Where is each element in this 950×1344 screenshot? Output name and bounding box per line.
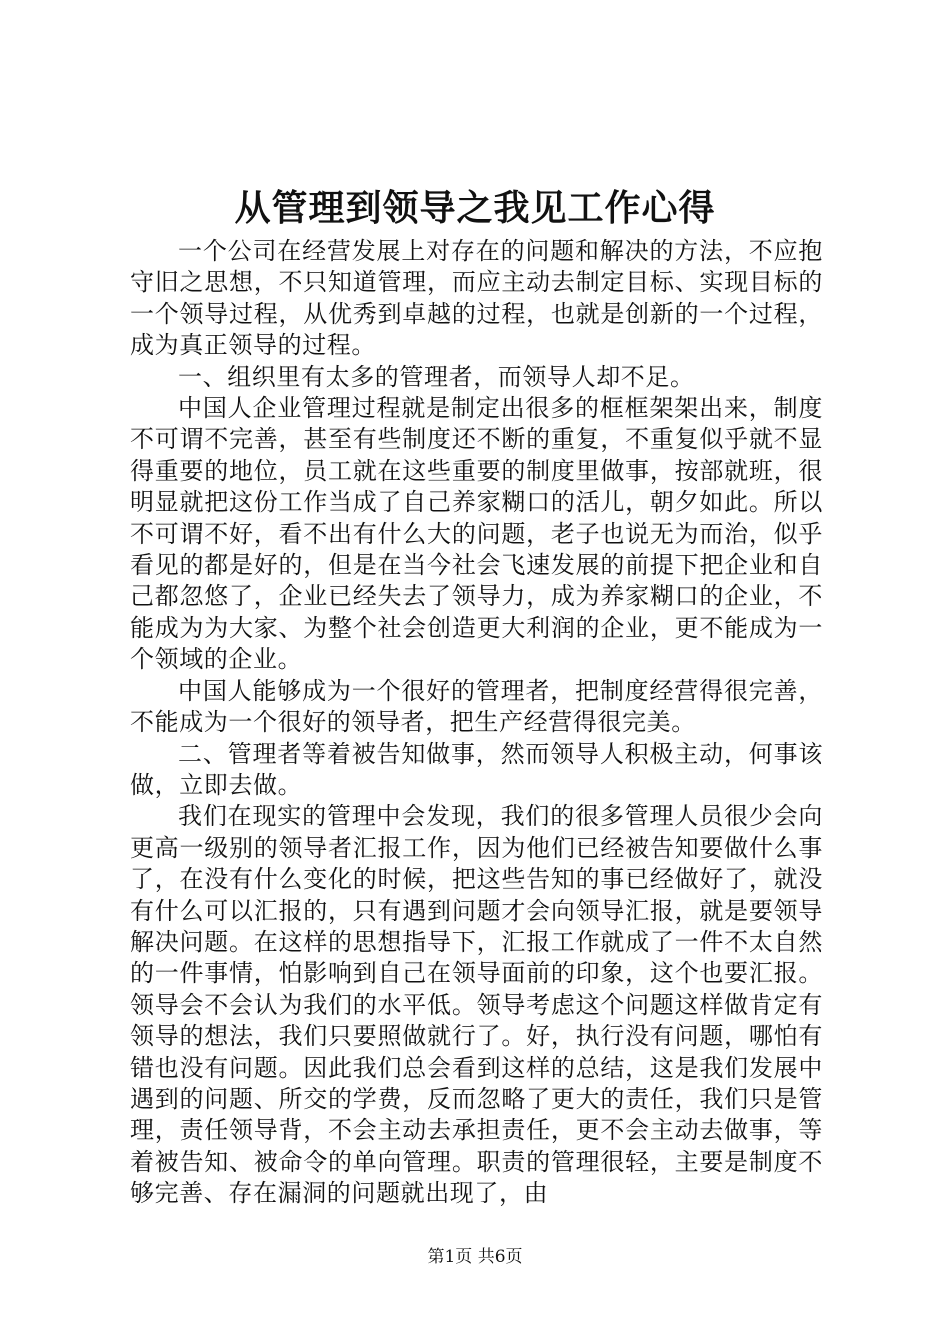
section-heading: 一、组织里有太多的管理者，而领导人却不足。 [178, 362, 695, 391]
page-footer: 第1页 共6页 [427, 1247, 523, 1267]
paragraph: 中国人企业管理过程就是制定出很多的框框架架出来，制度不可谓不完善，甚至有些制度还不断的重复，不重复似乎就不显得重要的地位，员工就在这些重要的制度里做事，按部就班，很明显就把这份工作当成了自己养家糊口的活儿，朝夕如此。所以不可谓不好，看不出有什么大的问题，老子也说无为而治，似乎看见的都是好的，但是在当今社会飞速发展的前提下把企业和自己都忽悠了，企业已经失去了领导力，成为养家糊口的企业，不能成为为大家、为整个社会创造更大利润的企业，更不能成为一个领域的企业。 [130, 394, 823, 674]
paragraph: 中国人能够成为一个很好的管理者，把制度经营得很完善，不能成为一个很好的领导者，把生产经营得很完美。 [130, 676, 823, 737]
paragraph: 我们在现实的管理中会发现，我们的很多管理人员很少会向更高一级别的领导者汇报工作，因为他们已经被告知要做什么事了，在没有什么变化的时候，把这些告知的事已经做好了，就没有什么可以汇报的，只有遇到问题才会向领导汇报，就是要领导解决问题。在这样的思想指导下，汇报工作就成了一件不太自然的一件事情，怕影响到自己在领导面前的印象，这个也要汇报。领导会不会认为我们的水平低。领导考虑这个问题这样做肯定有领导的想法，我们只要照做就行了。好，执行没有问题，哪怕有错也没有问题。因此我们总会看到这样的总结，这是我们发展中遇到的问题、所交的学费，反而忽略了更大的责任，我们只是管理，责任领导背，不会主动去承担责任，更不会主动去做事，等着被告知、被命令的单向管理。职责的管理很轻，主要是制度不够完善、存在漏洞的问题就出现了，由 [130, 802, 823, 1208]
section-heading: 二、管理者等着被告知做事，然而领导人积极主动，何事该做，立即去做。 [130, 739, 823, 799]
document-title: 从管理到领导之我见工作心得 [234, 187, 716, 229]
document-body [130, 236, 823, 1210]
paragraph: 一个公司在经营发展上对存在的问题和解决的方法，不应抱守旧之思想，不只知道管理，而应主动去制定目标、实现目标的一个领导过程，从优秀到卓越的过程，也就是创新的一个过程，成为真正领导的过程。 [130, 237, 823, 360]
